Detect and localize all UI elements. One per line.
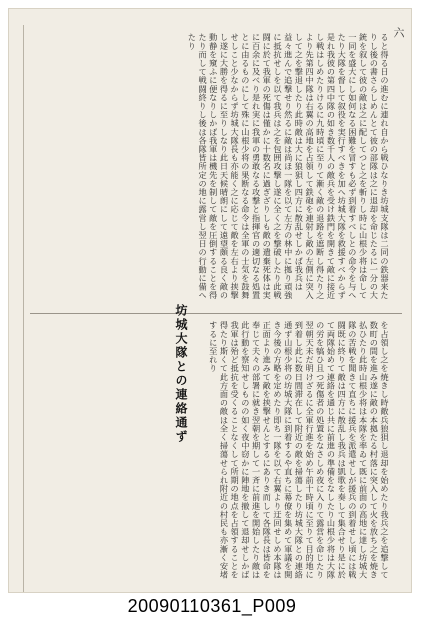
lower-text-block: を占領し之を焼きし時敵兵狼狽し退却を始めたり我兵之を追撃して数町の間を進み遂に敵の本拠たる村落に突入して火を放ち之を焼き払ひたり此時山根少将は本隊を率ゐて既に前面の高地に達し坊城大隊の苦戦を聞きて直ちに援兵を派遣せしが援兵の到着せし頃には戦闘既に終りて敵は四方に散乱し我兵は凱歌を奏して集合せり是に於て両隊始めて連絡を通じ共に前進の準備をなしたり山根少将は大隊の労を犒ひ且つ死傷者の処置をなさしめ夜に入りて露営を命じたり翌朝天未だ明けざるに全軍行進を始め午前十時頃に至りて目的地に到着し此に数日間滞在して附近の敵を掃蕩したり坊城大隊との連絡通ず山根少将の坊城大隊に到着するや直ちに幕僚を集めて軍議を開き今後の方略を定めたり即ち一隊を以て右翼より迂回せしめ本隊は正面より進みて敵を挟撃せんとするにありき而して各隊長は皆命を奉じて夫々の部署に就き翌朝を期して一斉に前進を開始したり敵は此行動を察知せしものの如く夜中窃かに陣地を撤して退却せしかば我軍は殆ど抵抗を受くることなくして所期の地点を占領することを得たり斯くて此方面の敵は全く掃蕩せられ附近の村民も亦漸く安堵するに至れり: [208, 321, 390, 579]
section-heading: 坊城大隊との連絡通ず: [174, 304, 188, 444]
upper-text-block: ると得る日の進むに連れ自から戦ひなりき坊城支隊は二同の鉄器来たりし後の書さらしめんとて彼の部隊は之に退却を命じたるに一分の大銃を叙して彼の敵は之に配してつと之を斬りし時に山根少将は命して一同を盛大にし如何なる困難を冒すも必ず到着すべしとの命令を与へたり大隊を督して叙役を実行すべきを加へ坊城大隊を救援すべからず是れ我彼の第四中隊の如き数千人の敵兵を受け鉄門を開きて敵に接近し戦はしめたりけるに九時頃に至りて漸く敵の退路を遮断し得たり之より先第四中隊は右翼の高地を占領して鉄砲を連射し敵の左側に突入して之を撃退したり此時敵は大に狼狽し四方に散乱せしかば我兵は益々進んで追撃せり然るに敵は尚ほ一隊を以て左方の林中に拠り頑強に抵抗せしを以て我兵は之を包囲攻撃し遂に全く之を撃破したり此戦闘に於て我軍の死傷は僅かに十数名に過ぎざりしも敵の遺棄死体は実に百余に及べり是れ実に我軍の勇敢なる攻撃と指揮官の適切なる処置とに由るものにして殊に山根少将の果断なる命令は全軍の士気を鼓舞せしこと少なからず坊城大隊長も亦能く之に応じて敵を左右より挟撃し遂に大勝を得るに至りしなり此日天候晴朗にして遠望頗る良く敵の動静を窺ふに便なりしかば我軍は機先を制して敵を圧倒することを得たり而して戦闘終りし後は各隊皆所定の地に露営し翌日の行動に備へたり: [187, 33, 390, 300]
text-sheet: [23, 25, 408, 592]
page-number: 六: [392, 27, 405, 38]
scanned-page: [8, 8, 412, 593]
section-divider: [30, 313, 402, 314]
image-caption: 20090110361_P009: [127, 596, 297, 616]
